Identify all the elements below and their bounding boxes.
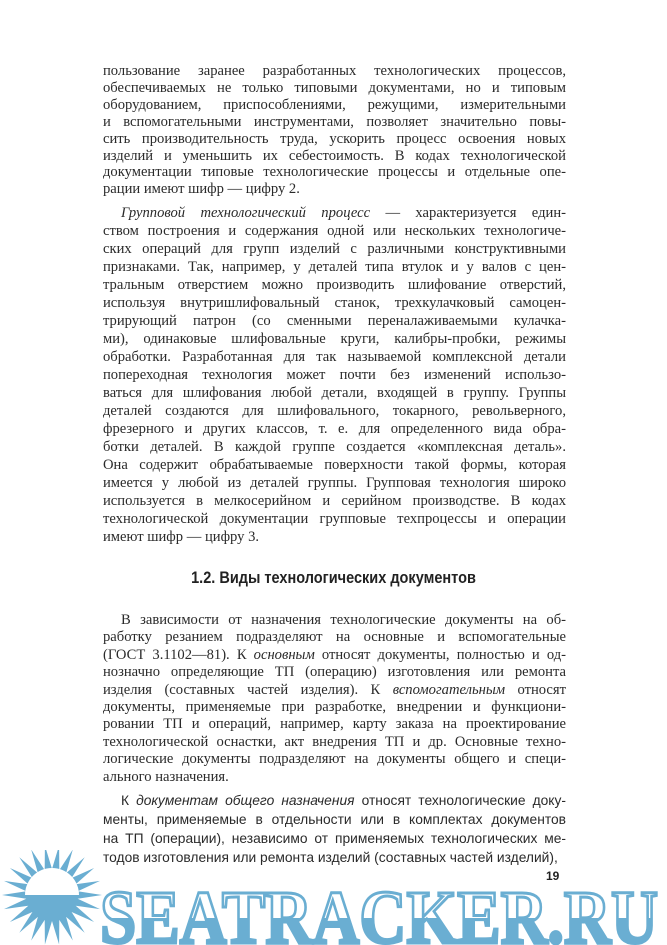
text-line — [103, 492, 566, 510]
text-segment: на ТП (операции), независимо от применяемых технологических ме- — [103, 831, 566, 846]
text-line — [103, 97, 566, 114]
text-line — [103, 131, 566, 148]
text-segment: тральным отверстием можно производить шлифование отверстий, — [103, 277, 566, 293]
text-segment: изделия (составных частей изделия). К — [103, 681, 393, 698]
text-line — [103, 629, 566, 646]
text-line — [103, 181, 566, 198]
text-segment: технологической документации групповые техпроцессы и операции — [103, 511, 566, 527]
text-segment: работку резанием подразделяют на основные и вспомогательные — [103, 629, 566, 646]
page-number: 19 — [546, 869, 560, 883]
text-segment: имеют шифр — цифру 3. — [103, 529, 260, 545]
text-line — [103, 80, 566, 97]
text-line — [103, 456, 566, 474]
text-segment: — характеризуется един- — [370, 205, 566, 221]
text-segment: менты, применяемые в отдельности или в комплектах документов — [103, 812, 566, 827]
text-segment: К — [121, 793, 137, 808]
sun-rays — [2, 850, 102, 945]
text-line — [103, 664, 566, 681]
text-segment: (ГОСТ 3.1102—81). К — [103, 646, 254, 663]
text-segment: используя внутришлифовальный станок, трехкулачковый самоцен- — [103, 295, 566, 311]
text-line — [103, 222, 566, 240]
text-segment: ровании ТП и операций, например, карту заказа на проектирование — [103, 716, 566, 733]
text-segment: ального назначения. — [103, 768, 229, 785]
text-line — [103, 312, 566, 330]
text-line — [103, 474, 566, 492]
text-line — [103, 114, 566, 131]
text-line — [103, 829, 566, 848]
text-segment: документы, применяемые при разработке, внедрении и функциони- — [103, 699, 566, 716]
text-line — [103, 612, 566, 629]
paragraph-typical-process — [103, 63, 566, 198]
text-segment: имеется у любой из деталей группы. Групповая технология широко — [103, 475, 566, 491]
text-line — [103, 810, 566, 829]
text-line — [103, 510, 566, 528]
text-segment: ваться для шлифования любой детали, входящей в группу. Группы — [103, 385, 566, 401]
text-line — [103, 682, 566, 699]
text-segment: логические документы подразделяют на документы общего и специ- — [103, 751, 566, 768]
italic-term: документам общего назначения — [136, 793, 355, 808]
text-segment: деталей создаются для шлифовального, токарного, револьверного, — [103, 403, 566, 419]
text-line — [103, 716, 566, 733]
text-line — [103, 366, 566, 384]
paragraph-group-process — [103, 204, 566, 546]
text-segment: и вспомогательными инструментами, позволяет значительно повы- — [103, 113, 566, 130]
text-line — [103, 769, 566, 786]
text-segment: обработки. Разработанная для так называемой комплексной детали — [103, 349, 566, 365]
text-segment: фрезерного и других классов, т. е. для определенного вида обра- — [103, 421, 566, 437]
text-line — [103, 420, 566, 438]
text-segment: используется в мелкосерийном и серийном производстве. В кодах — [103, 493, 566, 509]
text-segment: изделий и уменьшить их себестоимость. В кодах технологической — [103, 147, 566, 164]
text-line — [103, 384, 566, 402]
text-line — [103, 330, 566, 348]
text-segment: В зависимости от назначения технологические документы на об- — [121, 612, 566, 628]
text-line — [103, 258, 566, 276]
text-segment: относят документы, полностью и од- — [314, 646, 566, 663]
watermark-text: SEATRACKER.RU — [100, 876, 658, 945]
text-segment: оборудованием, приспособлениями, режущими, измерительными — [103, 96, 566, 113]
text-line — [103, 276, 566, 294]
text-segment: пользование заранее разработанных технологических процессов, — [103, 63, 566, 79]
section-heading: 1.2. Виды технологических документов — [191, 569, 476, 587]
italic-term: вспомогательным — [392, 681, 506, 698]
text-line — [103, 402, 566, 420]
text-segment: признаками. Так, например, у деталей типа втулок и у валов с цен- — [103, 259, 566, 275]
text-line — [103, 751, 566, 768]
sun-icon — [2, 850, 102, 945]
text-line — [103, 528, 566, 546]
text-line — [103, 438, 566, 456]
text-segment: ботки деталей. В каждой группе создается «комплексная деталь». — [103, 439, 566, 455]
text-segment: обеспечиваемых не только типовыми документами, но и типовым — [103, 79, 566, 96]
text-segment: относят технологические доку- — [354, 793, 566, 808]
text-line — [103, 348, 566, 366]
text-segment: трирующий патрон (со сменными переналаживаемыми кулачка- — [103, 313, 566, 329]
text-line — [103, 647, 566, 664]
text-segment: ских операций для групп изделий с различными конструктивными — [103, 241, 566, 257]
text-segment: ми), одинаковые шлифовальные круги, калибры-пробки, режимы — [103, 331, 566, 347]
text-segment: относят — [505, 681, 566, 698]
text-line — [103, 240, 566, 258]
text-segment: тодов изготовления или ремонта изделий (составных частей изделий), — [103, 850, 558, 865]
italic-term: основным — [253, 646, 315, 663]
text-segment: сить производительность труда, ускорить процесс освоения новых — [103, 130, 566, 147]
watermark-logo — [0, 850, 667, 945]
text-segment: технологической оснастки, акт внедрения ТП и др. Основные техно- — [103, 733, 566, 750]
text-segment: Она содержит обрабатываемые поверхности такой формы, которая — [103, 457, 566, 473]
text-line — [103, 791, 566, 810]
text-line — [103, 164, 566, 181]
text-line — [103, 734, 566, 751]
paragraph-document-types — [103, 612, 566, 786]
text-line — [103, 204, 566, 222]
text-segment: нозначно определяющие ТП (операцию) изготовления или ремонта — [103, 664, 566, 681]
italic-term: Групповой технологический процесс — [121, 205, 371, 221]
text-line — [103, 699, 566, 716]
text-segment: рации имеют шифр — цифру 2. — [103, 181, 300, 198]
text-segment: попереходная технология может почти без изменений использо- — [103, 367, 566, 383]
text-line — [103, 148, 566, 165]
text-segment: ством построения и содержания одной или нескольких технологиче- — [103, 223, 566, 239]
text-line — [103, 63, 566, 80]
text-line — [103, 294, 566, 312]
text-segment: документации типовые технологические процессы и отдельные опе- — [103, 164, 566, 181]
